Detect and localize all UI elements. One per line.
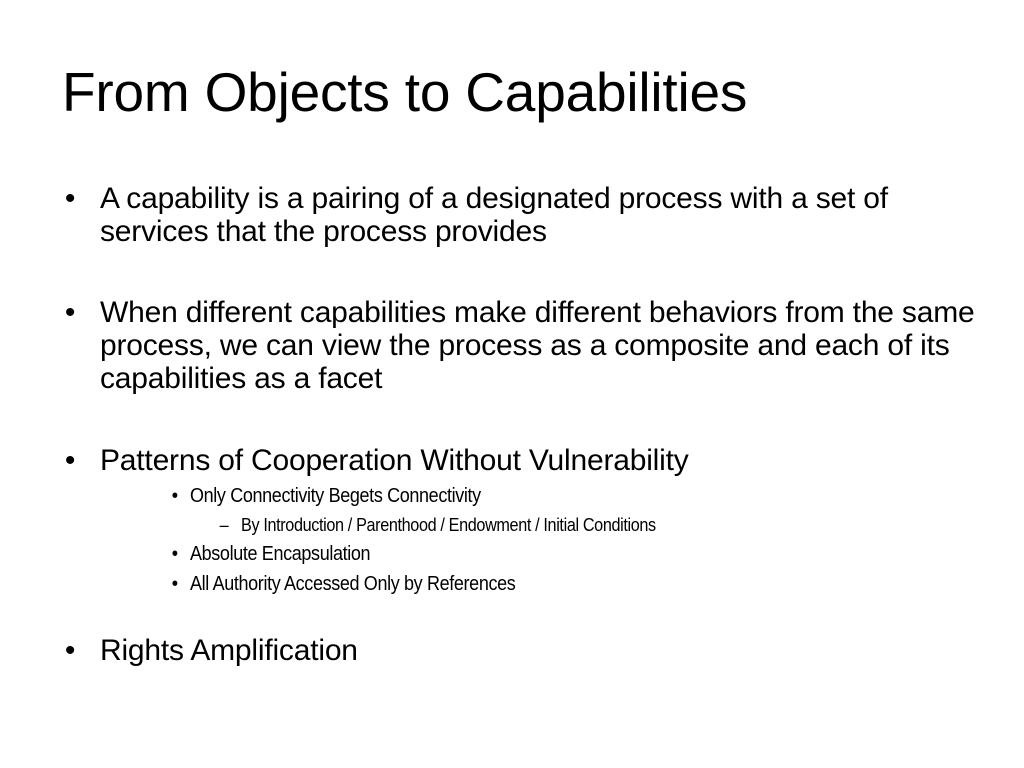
bullet-text: A capability is a pairing of a designated process with a set of services that the process provides	[100, 182, 888, 248]
sub-bullet-marker: •	[171, 543, 178, 565]
bullet-marker: •	[64, 182, 76, 215]
sub-bullet-item	[171, 542, 730, 566]
sub-bullet-item	[171, 572, 730, 596]
bullet-text: Patterns of Cooperation Without Vulnerability	[100, 444, 689, 477]
bullet-item	[64, 444, 980, 477]
sub-sub-bullet-text: By Introduction / Parenthood / Endowment / Initial Conditions	[241, 515, 656, 535]
bullet-item	[64, 634, 980, 667]
bullet-item	[64, 182, 980, 248]
sub-bullet-text: Absolute Encapsulation	[190, 543, 371, 565]
bullet-marker: •	[64, 296, 76, 329]
bullet-text: Rights Amplification	[100, 634, 358, 667]
slide-title: From Objects to Capabilities	[62, 61, 748, 123]
bullet-item	[64, 296, 980, 395]
sub-sub-bullet-item	[219, 514, 781, 536]
sub-bullet-marker: •	[171, 573, 178, 595]
sub-bullet-marker: •	[171, 485, 178, 507]
bullet-marker: •	[64, 634, 76, 667]
dash-marker: –	[219, 515, 229, 535]
sub-bullet-item	[171, 484, 730, 508]
bullet-text: When different capabilities make different behaviors from the same process, we can view the process as a composite and each of its capabilities as a facet	[100, 296, 975, 395]
bullet-marker: •	[64, 444, 76, 477]
sub-bullet-text: Only Connectivity Begets Connectivity	[190, 485, 481, 507]
sub-bullet-text: All Authority Accessed Only by References	[190, 573, 516, 595]
